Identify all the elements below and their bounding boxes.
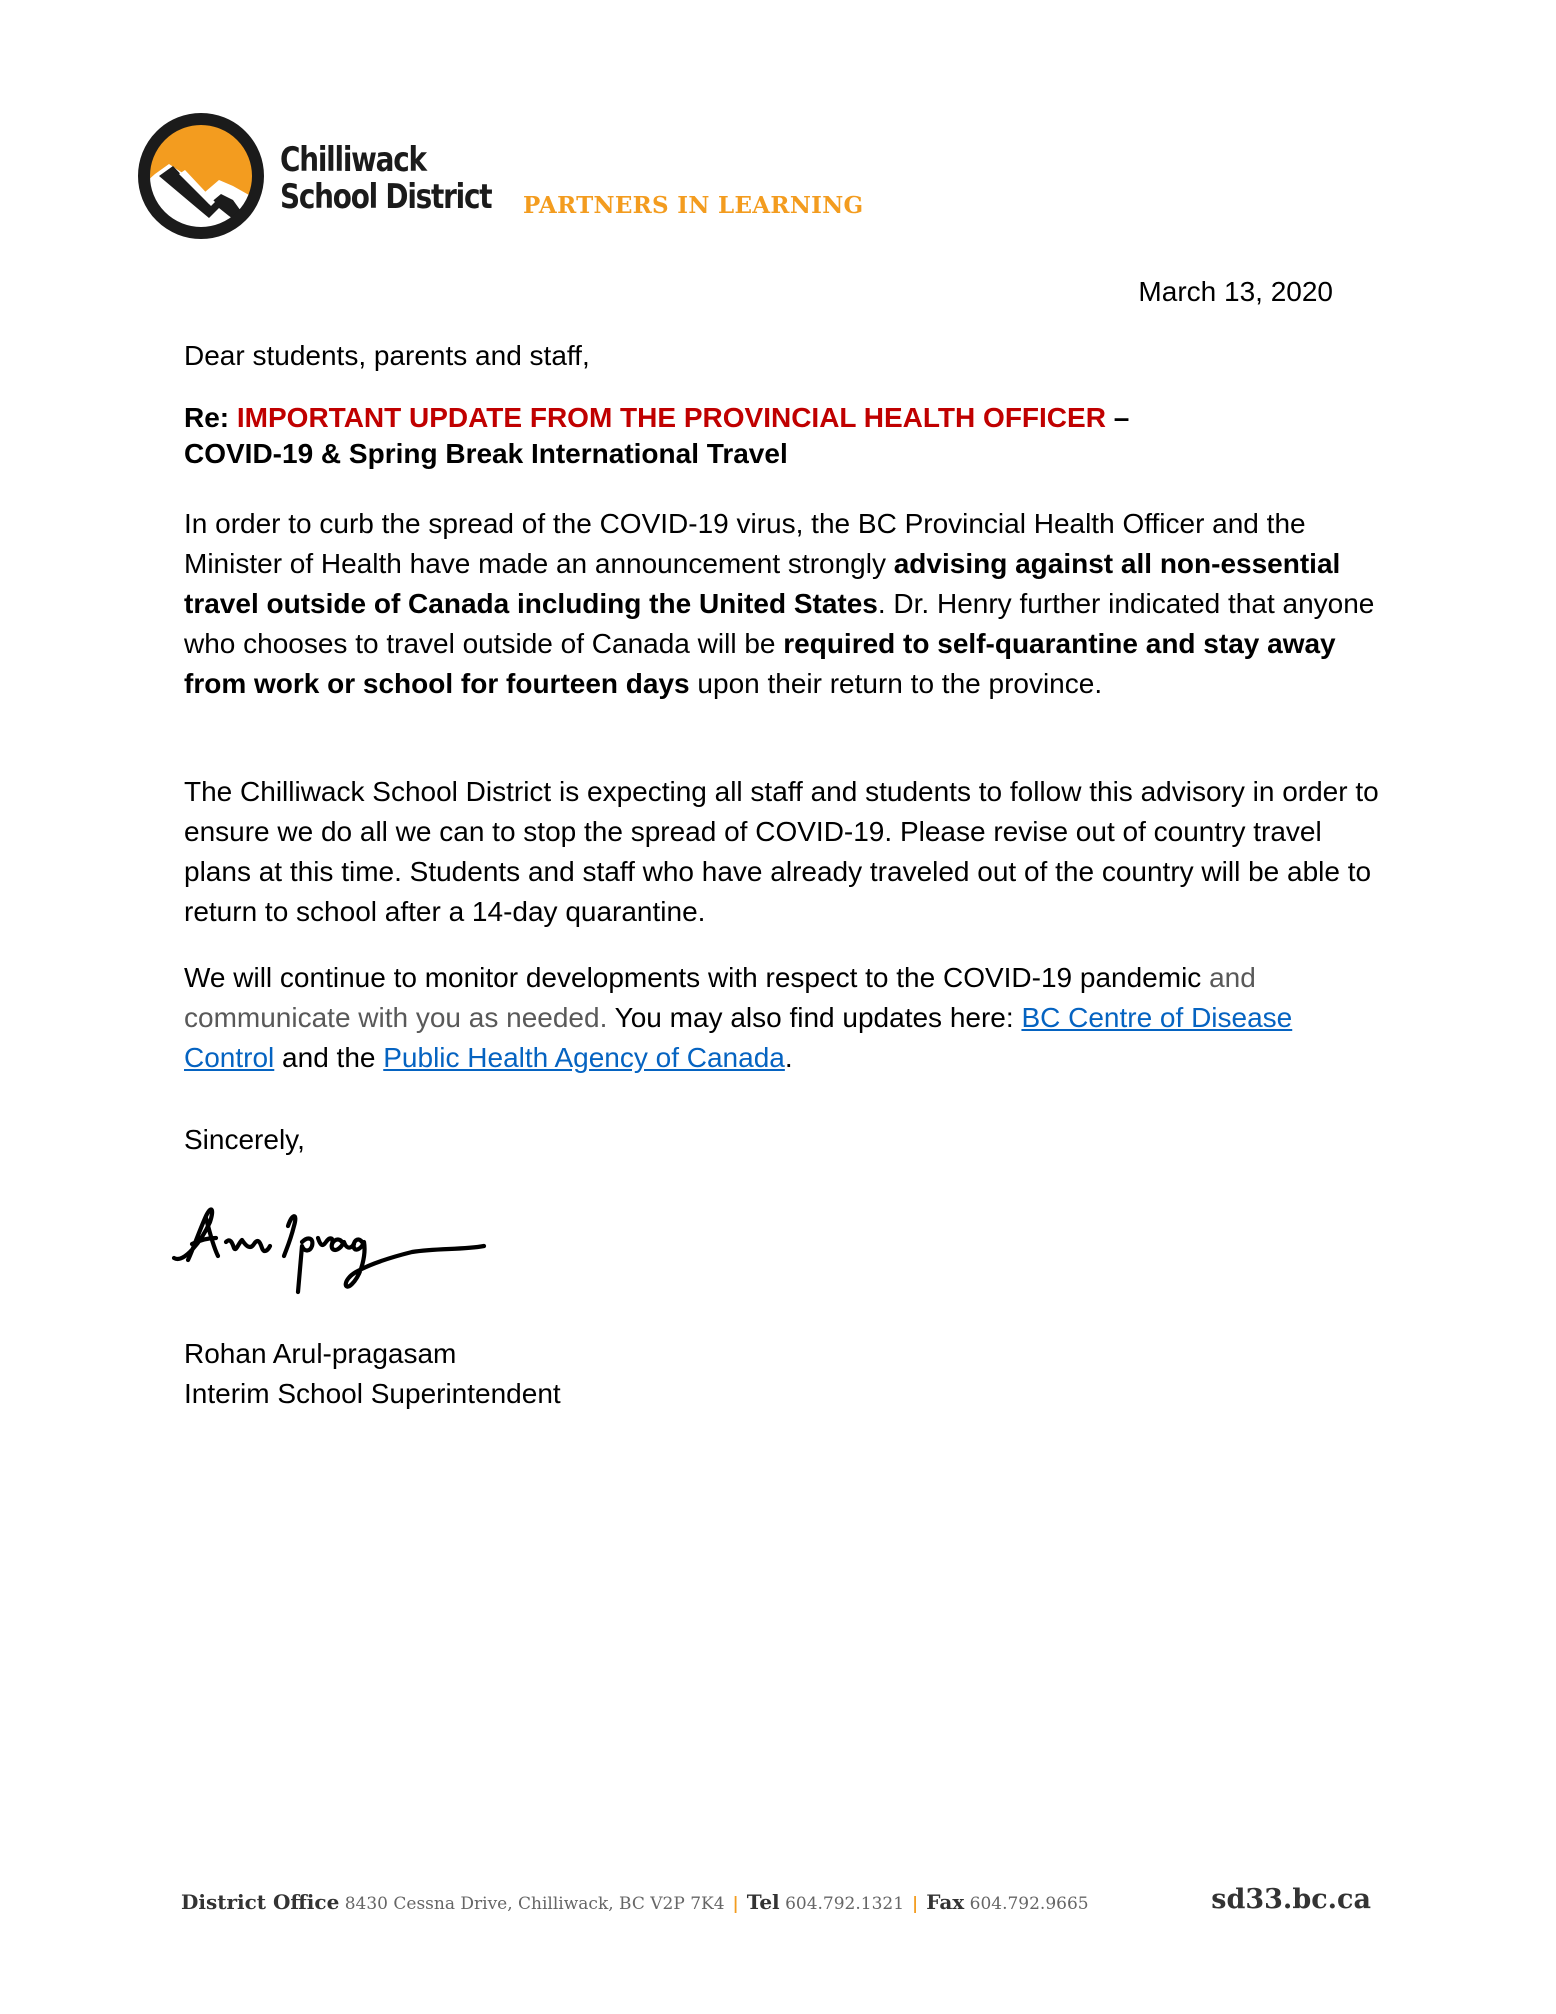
- org-name-line2: School District: [280, 177, 492, 217]
- re-label: Re:: [184, 402, 237, 433]
- org-name: [280, 142, 491, 216]
- para3-text-2: You may also find updates here:: [607, 1002, 1022, 1033]
- footer-fax-label: Fax: [926, 1890, 965, 1914]
- paragraph-1: [184, 504, 1384, 704]
- bccdc-link[interactable]: BC Centre of Disease Control: [184, 1002, 1293, 1073]
- signature-image: [166, 1190, 506, 1320]
- signer-name: Rohan Arul-pragasam: [184, 1338, 457, 1369]
- re-dash: –: [1105, 402, 1130, 433]
- re-title: IMPORTANT UPDATE FROM THE PROVINCIAL HEALTH OFFICER: [236, 402, 1106, 433]
- salutation: Dear students, parents and staff,: [184, 340, 590, 371]
- footer-separator: |: [912, 1894, 919, 1914]
- closing: Sincerely,: [184, 1124, 305, 1155]
- letter-date: March 13, 2020: [1138, 276, 1333, 307]
- footer-tel-label: Tel: [746, 1890, 780, 1914]
- para3-text-3: and the: [274, 1042, 384, 1073]
- para1-text-3: upon their return to the province.: [689, 668, 1103, 699]
- para1-text-2: . Dr. Henry further indicated that anyone who chooses to travel outside of Canada will be: [184, 588, 1375, 659]
- footer: [181, 1884, 1371, 1915]
- para3-text-1: We will continue to monitor developments with respect to the COVID-19 pandemic: [184, 962, 1210, 993]
- paragraph-2: The Chilliwack School District is expecting all staff and students to follow this advisory in order to ensure we do all we can to stop the spread of COVID-19. Please revise out of country travel plans at this time. Students and staff who have already traveled out of the country will be able to return to school after a 14-day quarantine.: [184, 776, 1379, 927]
- phac-link[interactable]: Public Health Agency of Canada: [383, 1042, 785, 1073]
- footer-fax: 604.792.9665: [969, 1894, 1089, 1914]
- para1-bold-2: required to self-quarantine and stay away from work or school for fourteen days: [184, 628, 1336, 699]
- subject-line: [184, 400, 1384, 472]
- para3-text-gray: and communicate with you as needed.: [184, 962, 1256, 1033]
- footer-office-label: District Office: [181, 1890, 340, 1914]
- para3-text-4: .: [784, 1042, 793, 1073]
- para1-text-1: In order to curb the spread of the COVID-19 virus, the BC Provincial Health Officer and the Minister of Health have made an announcement strongly: [184, 508, 1306, 579]
- footer-tel: 604.792.1321: [785, 1894, 905, 1914]
- signer-title: Interim School Superintendent: [184, 1378, 561, 1409]
- footer-separator: |: [732, 1894, 739, 1914]
- org-name-line1: Chilliwack: [280, 140, 426, 180]
- footer-website[interactable]: sd33.bc.ca: [1211, 1884, 1371, 1915]
- footer-address: 8430 Cessna Drive, Chilliwack, BC V2P 7K4: [344, 1894, 725, 1914]
- re-subtitle: COVID-19 & Spring Break International Travel: [184, 438, 788, 469]
- tagline: PARTNERS IN LEARNING: [523, 192, 864, 219]
- mountain-circle-logo-icon: [137, 112, 265, 240]
- para1-bold-1: advising against all non-essential travel outside of Canada including the United States: [184, 548, 1341, 619]
- paragraph-3: [184, 958, 1384, 1078]
